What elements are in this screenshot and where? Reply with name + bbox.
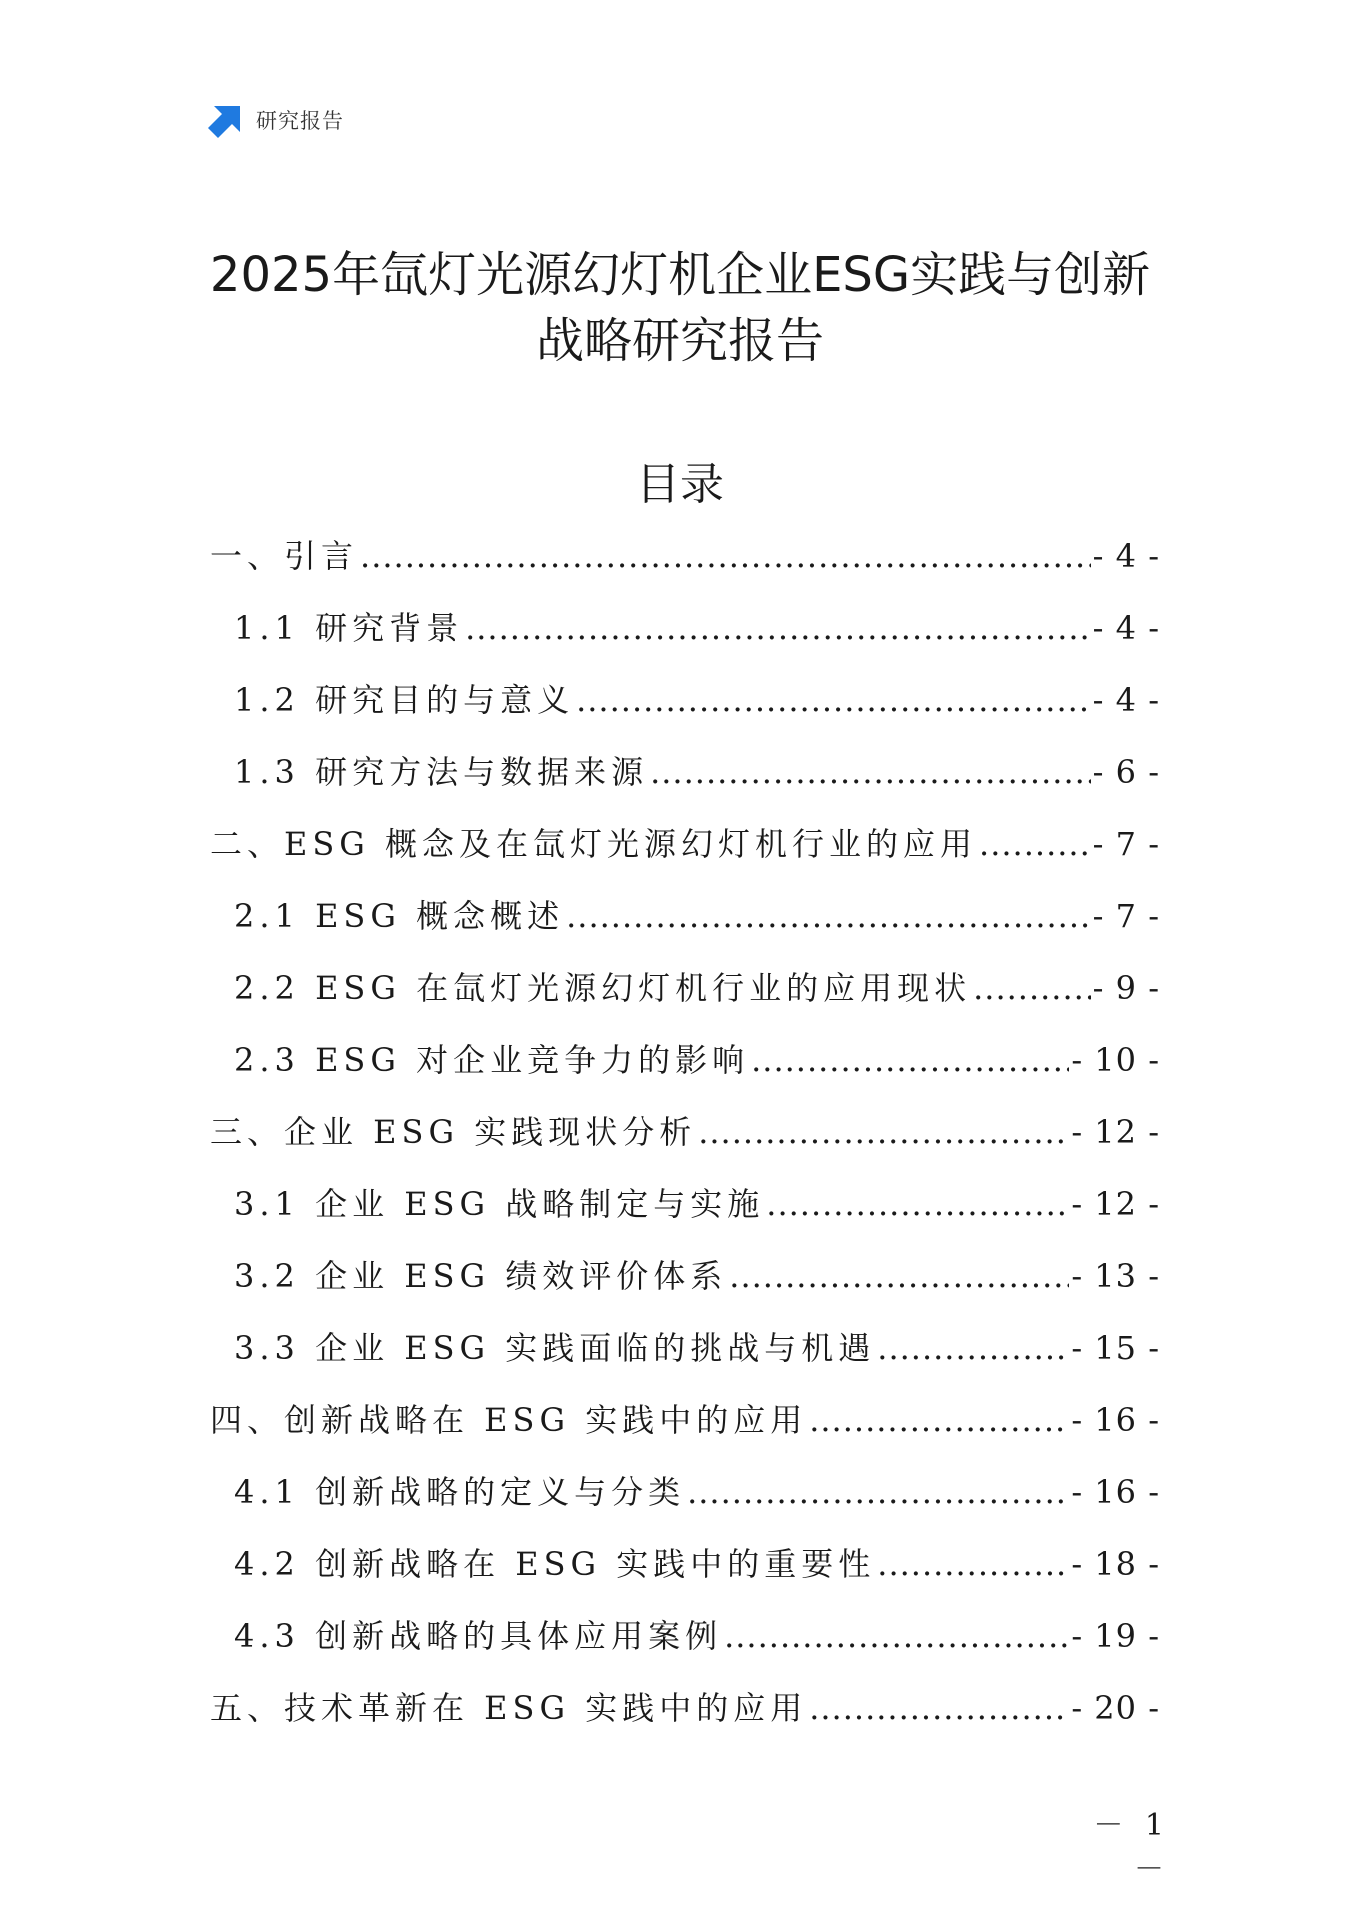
toc-entry[interactable] (210, 1240, 1160, 1312)
toc-dot-leader (724, 1600, 1069, 1672)
toc-entry[interactable] (210, 520, 1160, 592)
toc-entry[interactable] (210, 1168, 1160, 1240)
toc-entry-page: - 19 - (1071, 1617, 1160, 1655)
toc-entry-label: 四、创新战略在 ESG 实践中的应用 (210, 1401, 808, 1439)
report-header (208, 100, 344, 140)
toc-dot-leader (973, 952, 1091, 1024)
toc-dot-leader (698, 1096, 1069, 1168)
toc-entry-page: - 16 - (1071, 1473, 1160, 1511)
toc-entry[interactable] (210, 1456, 1160, 1528)
toc-entry-page: - 7 - (1092, 897, 1160, 935)
toc-entry-page: - 7 - (1092, 825, 1160, 863)
toc-entry-page: - 10 - (1071, 1041, 1160, 1079)
toc-dot-leader (687, 1456, 1069, 1528)
title-line-1: 2025年氙灯光源幻灯机企业ESG实践与创新 (209, 247, 1151, 303)
toc-entry-label: 二、ESG 概念及在氙灯光源幻灯机行业的应用 (210, 825, 978, 863)
page-title (200, 242, 1160, 374)
toc-entry-page: - 18 - (1071, 1545, 1160, 1583)
toc-entry-page: - 12 - (1071, 1113, 1160, 1151)
page-number: － 1 － (1093, 1808, 1170, 1887)
toc-dot-leader (566, 880, 1091, 952)
toc-entry-label: 五、技术革新在 ESG 实践中的应用 (210, 1689, 808, 1727)
toc-entry[interactable] (210, 880, 1160, 952)
toc-entry[interactable] (210, 1600, 1160, 1672)
arrow-up-right-icon (208, 102, 244, 138)
toc-entry[interactable] (210, 1672, 1160, 1744)
toc-dot-leader (809, 1384, 1069, 1456)
toc-dot-leader (877, 1528, 1069, 1600)
toc-dot-leader (360, 520, 1091, 592)
toc-entry-label: 4.1 创新战略的定义与分类 (234, 1473, 686, 1511)
toc-entry-page: - 12 - (1071, 1185, 1160, 1223)
toc-dot-leader (766, 1168, 1069, 1240)
toc-entry-page: - 15 - (1071, 1329, 1160, 1367)
header-label: 研究报告 (256, 109, 344, 133)
toc-dot-leader (877, 1312, 1069, 1384)
toc-entry-page: - 16 - (1071, 1401, 1160, 1439)
toc-entry-label: 3.2 企业 ESG 绩效评价体系 (234, 1257, 728, 1295)
toc-entry[interactable] (210, 1312, 1160, 1384)
toc-entry[interactable] (210, 1096, 1160, 1168)
toc-entry-label: 1.2 研究目的与意义 (234, 681, 575, 719)
toc-entry[interactable] (210, 1024, 1160, 1096)
toc-entry-label: 1.3 研究方法与数据来源 (234, 753, 649, 791)
toc-entry-label: 2.1 ESG 概念概述 (234, 897, 565, 935)
toc-entry-label: 3.3 企业 ESG 实践面临的挑战与机遇 (234, 1329, 876, 1367)
toc-entry-page: - 4 - (1092, 609, 1160, 647)
toc-entry-label: 三、企业 ESG 实践现状分析 (210, 1113, 697, 1151)
toc-entry[interactable] (210, 808, 1160, 880)
toc-dot-leader (465, 592, 1091, 664)
toc-dot-leader (729, 1240, 1069, 1312)
table-of-contents (210, 520, 1160, 1744)
toc-entry-page: - 6 - (1092, 753, 1160, 791)
toc-entry[interactable] (210, 1528, 1160, 1600)
toc-entry-label: 3.1 企业 ESG 战略制定与实施 (234, 1185, 765, 1223)
toc-entry-page: - 4 - (1092, 681, 1160, 719)
toc-entry-label: 1.1 研究背景 (234, 609, 464, 647)
toc-entry-label: 4.3 创新战略的具体应用案例 (234, 1617, 723, 1655)
toc-entry[interactable] (210, 736, 1160, 808)
toc-entry-label: 4.2 创新战略在 ESG 实践中的重要性 (234, 1545, 876, 1583)
toc-dot-leader (751, 1024, 1069, 1096)
toc-entry-label: 一、引言 (210, 537, 359, 575)
title-line-2: 战略研究报告 (535, 313, 824, 369)
toc-entry-page: - 4 - (1092, 537, 1160, 575)
toc-dot-leader (979, 808, 1091, 880)
toc-entry[interactable] (210, 952, 1160, 1024)
toc-dot-leader (576, 664, 1091, 736)
toc-entry-label: 2.3 ESG 对企业竞争力的影响 (234, 1041, 750, 1079)
toc-entry-page: - 13 - (1071, 1257, 1160, 1295)
toc-entry-label: 2.2 ESG 在氙灯光源幻灯机行业的应用现状 (234, 969, 972, 1007)
toc-entry-page: - 20 - (1071, 1689, 1160, 1727)
toc-heading: 目录 (636, 459, 724, 510)
toc-entry[interactable] (210, 1384, 1160, 1456)
toc-dot-leader (809, 1672, 1069, 1744)
toc-entry-page: - 9 - (1092, 969, 1160, 1007)
toc-entry[interactable] (210, 592, 1160, 664)
toc-entry[interactable] (210, 664, 1160, 736)
toc-dot-leader (650, 736, 1091, 808)
